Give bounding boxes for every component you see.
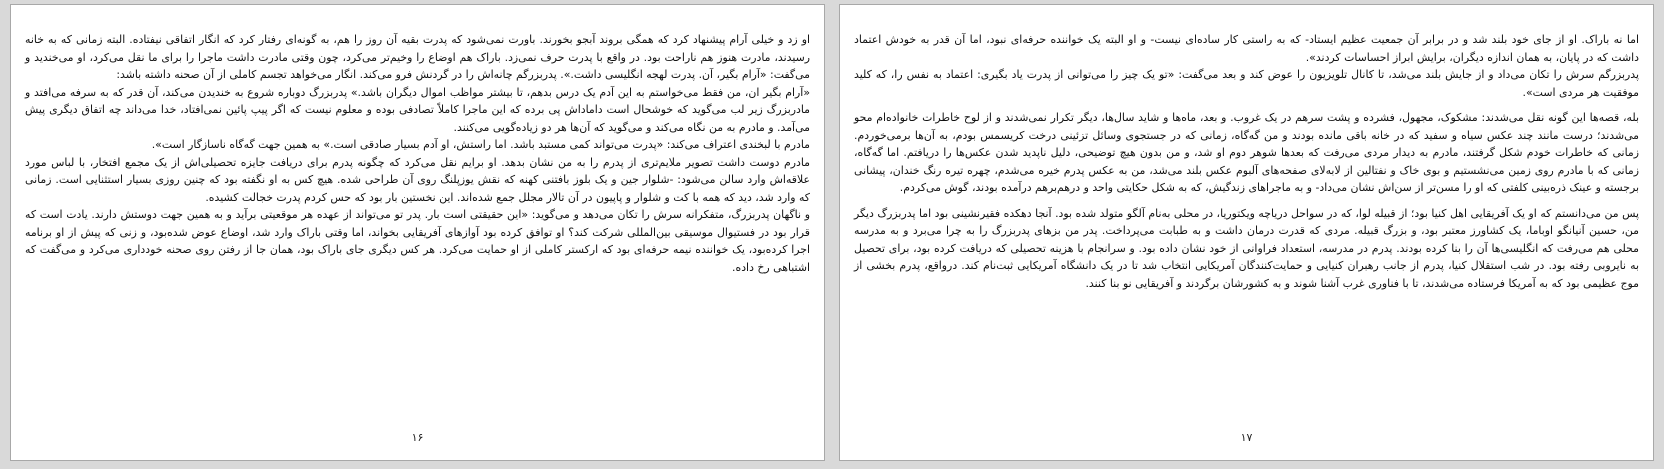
paragraph: پدربزرگم سرش را تکان می‌داد و از جایش بلند می‌شد، تا کانال تلویزیون را عوض کند و بعد می‌گفت: «تو یک چیز را می‌توانی از پدرت یاد بگیری: اعتماد به نفس را، که کلید موفقیت هر مردی است». <box>854 68 1639 99</box>
paragraph: او زد و خیلی آرام پیشنهاد کرد که همگی بروند آبجو بخورند. باورت نمی‌شود که پدرت بقیه آن روز را هم، به گونه‌ای رفتار کرد که انگار اتفاقی نیفتاده. البته زمانی که به خانه رسیدند، مادرت هنوز هم ناراحت بود. در واقع با پدرت حرف نمی‌زد. باراک هم اوضاع را وخیم‌تر می‌کرد، چون وقتی مادرت داشت ماجرا را برای ما نقل می‌کرد، او می‌خندید و می‌گفت: «آرام بگیر، آن. پدرت لهجه انگلیسی داشت.». پدربزرگم چانه‌اش را در گردنش فرو می‌کند. انگار می‌خواهد تجسم کاملی از آن صحنه داشته باشد: <box>25 33 810 81</box>
paragraph: مادرم دوست داشت تصویر ملایم‌تری از پدرم را به من نشان بدهد. او برایم نقل می‌کرد که چگونه پدرم برای دریافت جایزه تحصیلی‌اش از یک مجمع افتخار، با لباس مورد علاقه‌اش وارد سالن می‌شود: -شلوار جین و یک بلوز بافتنی کهنه که نقش یوزپلنگ روی آن طراحی شده. هیچ کس به او نگفته بود که چنین روزی بسیار استثنایی است. زمانی که وارد شد، دید که همه با کت و شلوار و پاپیون در آن تالار مجلل جمع شده‌اند. این نخستین بار بود که حس کردم پدرت خجالت کشیده. <box>25 155 810 204</box>
paragraph: بله، قصه‌ها این گونه نقل می‌شدند: مشکوک، مجهول، فشرده و پشت سرهم در یک غروب. و بعد، ماه‌ها و شاید سال‌ها، دیگر تکرار نمی‌شدند و از لوح خاطرات خانواده‌ام محو می‌شدند؛ درست مانند چند عکس سیاه و سفید که در خانه باقی مانده بودند و من گه‌گاه، زمانی که در جستجوی وسائل تزئینی درخت کریسمس بودم، به آن‌ها برمی‌خوردم. زمانی که خاطرات خودم شکل گرفتند، مادرم به دیدار مردی می‌رفت که بعدها شوهر دوم او شد، و من بدون هیچ توضیحی، دلیل ناپدید شدن عکس‌ها را دریافتم. اما گه‌گاه، زمانی که با مادرم روی زمین می‌نشستیم و بوی خاک و نفتالین از لابه‌لای صفحه‌های آلبوم عکس بلند می‌شد، من به عکس پدرم خیره می‌شدم، چهره تیره رنگ خندان، پیشانی برجسته و عینک ذره‌بینی کلفتی که او را مسن‌تر از سن‌اش نشان می‌داد- و به ماجراهای زندگیش، که به شکل حکایتی واحد و درهم‌برهم درآمده بودند، گوش می‌کردم. <box>854 111 1639 194</box>
paragraph: پس من می‌دانستم که او یک آفریقایی اهل کنیا بود؛ از قبیله لوا، که در سواحل دریاچه ویکتوریا، در محلی به‌نام آلگو متولد شده بود. آنجا دهکده فقیرنشینی بود اما پدربزرگ دیگر من، حسین آنیانگو اوباما، یک کشاورز معتبر بود، و بزرگ قبیله. مردی که قدرت درمان داشت و به طبابت می‌پرداخت. پدر من بزهای پدربزرگ را به چرا می‌برد و به مدرسه محلی هم می‌رفت که انگلیسی‌ها آن را بنا کرده بودند. پدرم در مدرسه، استعداد فراوانی از خود نشان داده بود. و سرانجام با هزینه تحصیلی که دریافت کرده بود، برای تحصیل به نایروبی رفته بود. در شب استقلال کنیا، پدرم از جانب رهبران کنیایی و حمایت‌کنندگان آمریکایی انتخاب شد تا در یک دانشگاه آمریکایی ثبت‌نام کند. درواقع، پدرم بخشی از موج عظیمی بود که به آمریکا فرستاده می‌شدند، تا با فناوری غرب آشنا شوند و به کشورشان برگردند و آفریقایی نو بنا کنند. <box>854 206 1639 290</box>
page-number: ۱۶ <box>411 431 424 444</box>
left-page <box>10 4 825 461</box>
book-spread <box>10 4 1654 463</box>
paragraph: مادرم با لبخندی اعتراف می‌کند: «پدرت می‌تواند کمی مستبد باشد. اما راستش، او آدم بسیار صادقی است.» به همین جهت گه‌گاه ناسازگار است». <box>151 138 810 151</box>
paragraph: اما نه باراک. او از جای خود بلند شد و در برابر آن جمعیت عظیم ایستاد- که به راستی کار ساده‌ای نیست- و او البته یک خواننده حرفه‌ای نبود، اما آن قدر به خودش اعتماد داشت که در پایان، به همان اندازه دیگران، برایش ابراز احساسات کردند». <box>854 33 1639 64</box>
paragraph: و ناگهان پدربزرگ، متفکرانه سرش را تکان می‌دهد و می‌گوید: «این حقیقتی است بار. پدر تو می‌تواند از عهده هر موقعیتی برآید و به همین جهت دوستش دارند. یادت است که قرار بود در فستیوال موسیقی بین‌المللی شرکت کند؟ او توافق کرده بود آوازهای آفریقایی بخواند، اما وقتی باراک وارد شد، اوضاع عوض شده‌بود، و زنی که پیش از او برنامه اجرا کرده‌بود، یک خواننده نیمه حرفه‌ای بود که ارکستر کاملی از او حمایت می‌کرد. هر کس دیگری جای باراک بود، همان جا از رفتن روی صحنه خودداری می‌کرد و می‌گفت که اشتباهی رخ داده. <box>25 208 810 274</box>
paragraph: «آرام بگیر ان، من فقط می‌خواستم به این آدم یک درس بدهم، تا بیشتر مواظب اموال دیگران باشد.» پدربزرگ دوباره شروع به خندیدن می‌کند، آن قدر که به سرفه می‌افتد و مادربزرگ زیر لب می‌گوید که خوشحال است داماداش پی برده که این ماجرا کاملاً تصادفی بوده و معلوم نیست که اگر پیپ پائین نمی‌افتاد، خدا می‌داند چه اتفاق دیگری پیش می‌آمد. و مادرم به من نگاه می‌کند و می‌گوید که آن‌ها هر دو زیاده‌گویی می‌کنند. <box>25 85 810 134</box>
right-page-body <box>854 31 1639 292</box>
page-number: ۱۷ <box>1240 431 1253 444</box>
right-page <box>839 4 1654 461</box>
left-page-body <box>25 31 810 276</box>
